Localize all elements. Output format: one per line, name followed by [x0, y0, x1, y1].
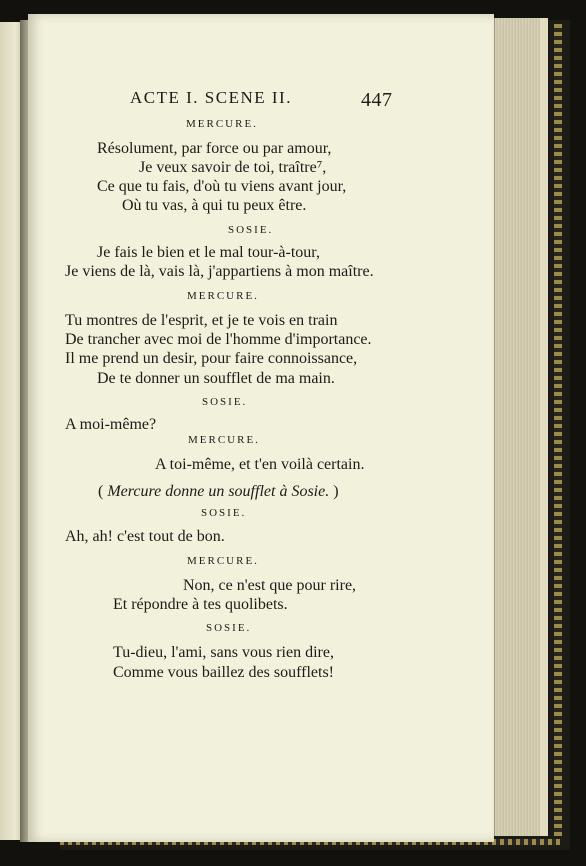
- verse-line: De trancher avec moi de l'homme d'importance.: [65, 331, 372, 348]
- verse-line: Tu montres de l'esprit, et je te vois en train: [65, 312, 338, 329]
- speaker-name: MERCURE.: [187, 290, 259, 302]
- verse-line: Je veux savoir de toi, traître⁷,: [139, 159, 327, 176]
- page-number: 447: [361, 89, 393, 111]
- verse-line: Ce que tu fais, d'où tu viens avant jour,: [97, 178, 347, 195]
- verse-line: Et répondre à tes quolibets.: [113, 596, 288, 613]
- verse-line: Je viens de là, vais là, j'appartiens à mon maître.: [65, 263, 374, 280]
- speaker-name: SOSIE.: [201, 507, 247, 519]
- page-block-edges: [494, 18, 541, 836]
- verse-line: A toi-même, et t'en voilà certain.: [155, 456, 365, 473]
- speaker-name: SOSIE.: [228, 224, 274, 236]
- speaker-name: SOSIE.: [206, 622, 252, 634]
- verse-line: A moi-même?: [65, 416, 157, 433]
- stage-direction-text: Mercure donne un soufflet à Sosie.: [107, 483, 330, 500]
- verse-line: De te donner un soufflet de ma main.: [97, 370, 335, 387]
- fore-edge: [540, 18, 548, 836]
- verse-line: Ah, ah! c'est tout de bon.: [65, 528, 225, 545]
- verse-line: Résolument, par force ou par amour,: [97, 140, 332, 157]
- speaker-name: MERCURE.: [186, 118, 258, 130]
- stage-direction: [98, 483, 339, 501]
- speaker-name: MERCURE.: [187, 555, 259, 567]
- cover-spine-edge: [548, 20, 570, 846]
- verse-line: Il me prend un desir, pour faire connoissance,: [65, 350, 358, 367]
- verse-line: Où tu vas, à qui tu peux être.: [122, 197, 307, 214]
- verse-line: Non, ce n'est que pour rire,: [183, 577, 357, 594]
- stage-paren-open: (: [98, 483, 108, 500]
- verse-line: Comme vous baillez des soufflets!: [113, 664, 334, 681]
- speaker-name: SOSIE.: [202, 396, 248, 408]
- stage-paren-close: ): [329, 483, 339, 500]
- verse-line: Tu-dieu, l'ami, sans vous rien dire,: [113, 644, 334, 661]
- speaker-name: MERCURE.: [188, 434, 260, 446]
- running-title: ACTE I. SCENE II.: [130, 88, 292, 107]
- verse-line: Je fais le bien et le mal tour-à-tour,: [97, 244, 320, 261]
